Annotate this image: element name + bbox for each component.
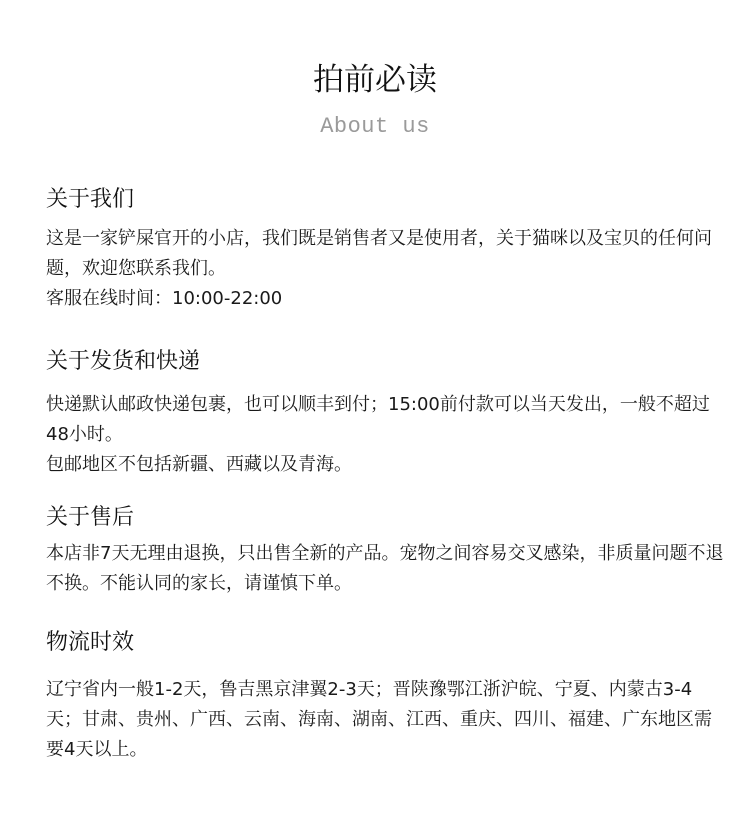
section-heading: 物流时效 <box>46 630 135 655</box>
section-body <box>46 224 726 314</box>
paragraph: 快递默认邮政快递包裹，也可以顺丰到付；15:00前付款可以当天发出，一般不超过48小时。 <box>46 394 710 445</box>
section-logistics-time <box>46 627 726 765</box>
page-title: 拍前必读 <box>313 62 437 98</box>
paragraph: 辽宁省内一般1-2天，鲁吉黑京津翼2-3天；晋陕豫鄂江浙沪皖、宁夏、内蒙古3-4天；甘肃、贵州、广西、云南、海南、湖南、江西、重庆、四川、福建、广东地区需要4天以上。 <box>46 679 712 760</box>
paragraph: 客服在线时间：10:00-22:00 <box>46 288 283 309</box>
paragraph: 本店非7天无理由退换，只出售全新的产品。宠物之间容易交叉感染，非质量问题不退不换。不能认同的家长，请谨慎下单。 <box>46 543 724 594</box>
section-heading: 关于发货和快递 <box>46 349 201 374</box>
paragraph: 包邮地区不包括新疆、西藏以及青海。 <box>46 454 352 475</box>
section-heading: 关于售后 <box>46 505 135 530</box>
section-heading: 关于我们 <box>46 187 135 212</box>
section-body <box>46 390 726 480</box>
section-body <box>46 539 726 599</box>
section-body <box>46 675 726 765</box>
paragraph: 这是一家铲屎官开的小店，我们既是销售者又是使用者，关于猫咪以及宝贝的任何问题，欢迎您联系我们。 <box>46 228 712 279</box>
page-subtitle: About us <box>320 114 430 139</box>
section-shipping <box>46 346 726 480</box>
section-about-us <box>46 184 726 314</box>
section-after-sales <box>46 502 726 599</box>
